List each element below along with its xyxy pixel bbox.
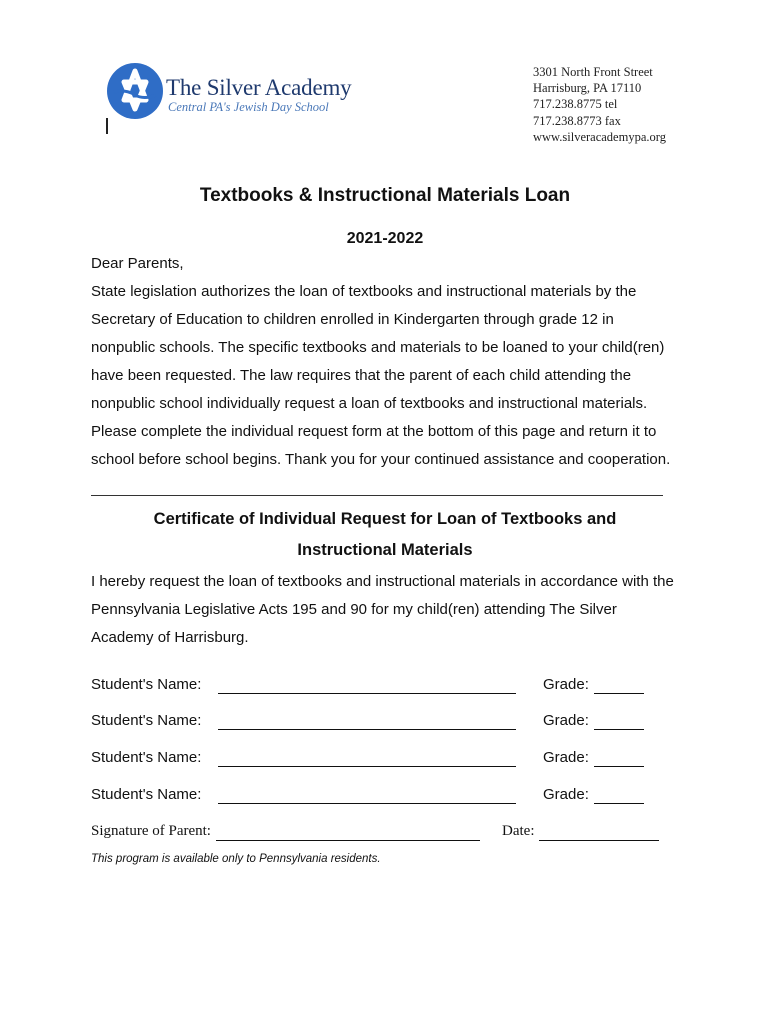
student-name-label: Student's Name: <box>91 676 202 693</box>
student-name-field[interactable] <box>218 766 516 767</box>
student-row-1 <box>91 676 661 698</box>
document-title: Textbooks & Instructional Materials Loan <box>199 185 571 206</box>
student-row-3 <box>91 749 661 771</box>
grade-field[interactable] <box>594 803 644 804</box>
address-city: Harrisburg, PA 17110 <box>533 81 642 96</box>
school-address <box>533 64 666 145</box>
certificate-title-continued: Instructional Materials <box>297 541 473 559</box>
address-website: www.silveracademypa.org <box>533 129 666 144</box>
grade-field[interactable] <box>594 729 644 730</box>
letter-body-line: Please complete the individual request form at the bottom of this page and return it to <box>91 423 657 440</box>
grade-label: Grade: <box>543 712 589 729</box>
student-name-field[interactable] <box>218 693 516 694</box>
parent-signature-field[interactable] <box>216 840 480 841</box>
grade-label: Grade: <box>543 749 589 766</box>
certificate-text-line: Academy of Harrisburg. <box>91 629 249 646</box>
address-street: 3301 North Front Street <box>533 65 653 79</box>
student-name-label: Student's Name: <box>91 749 202 766</box>
grade-label: Grade: <box>543 676 589 693</box>
grade-label: Grade: <box>543 786 589 803</box>
student-name-field[interactable] <box>218 729 516 730</box>
school-tagline: Central PA's Jewish Day School <box>168 100 329 114</box>
letter-body-line: State legislation authorizes the loan of textbooks and instructional materials by the <box>91 283 637 300</box>
residency-footnote: This program is available only to Pennsylvania residents. <box>91 853 381 865</box>
student-name-field[interactable] <box>218 803 516 804</box>
grade-field[interactable] <box>594 766 644 767</box>
letter-body-line: school before school begins. Thank you for your continued assistance and cooperation. <box>91 451 671 468</box>
school-logo <box>106 60 356 135</box>
student-name-label: Student's Name: <box>91 786 202 803</box>
address-fax: 717.238.8773 fax <box>533 113 621 128</box>
letter-body-line: Secretary of Education to children enrolled in Kindergarten through grade 12 in <box>91 311 614 328</box>
date-label: Date: <box>502 823 535 839</box>
date-field[interactable] <box>539 840 659 841</box>
text-cursor-mark <box>106 118 108 134</box>
letter-body-line: have been requested. The law requires that the parent of each child attending the <box>91 367 632 384</box>
salutation: Dear Parents, <box>91 255 184 272</box>
letter-body-line: nonpublic schools. The specific textbooks and materials to be loaned to your child(ren) <box>91 339 665 356</box>
student-row-2 <box>91 712 661 734</box>
address-phone: 717.238.8775 tel <box>533 97 618 112</box>
letter-body-line: nonpublic school individually request a loan of textbooks and instructional materials. <box>91 395 648 412</box>
parent-signature-label: Signature of Parent: <box>91 823 211 839</box>
star-of-david-logo-icon <box>106 62 164 120</box>
certificate-text-line: I hereby request the loan of textbooks and instructional materials in accordance with the <box>91 573 674 590</box>
certificate-text-line: Pennsylvania Legislative Acts 195 and 90 for my child(ren) attending The Silver <box>91 601 617 618</box>
signature-row <box>91 823 671 845</box>
school-year: 2021-2022 <box>346 230 424 247</box>
student-name-label: Student's Name: <box>91 712 202 729</box>
grade-field[interactable] <box>594 693 644 694</box>
certificate-title: Certificate of Individual Request for Loan of Textbooks and <box>153 510 617 528</box>
school-name: The Silver Academy <box>166 75 352 100</box>
student-row-4 <box>91 786 661 808</box>
section-divider <box>91 495 663 496</box>
